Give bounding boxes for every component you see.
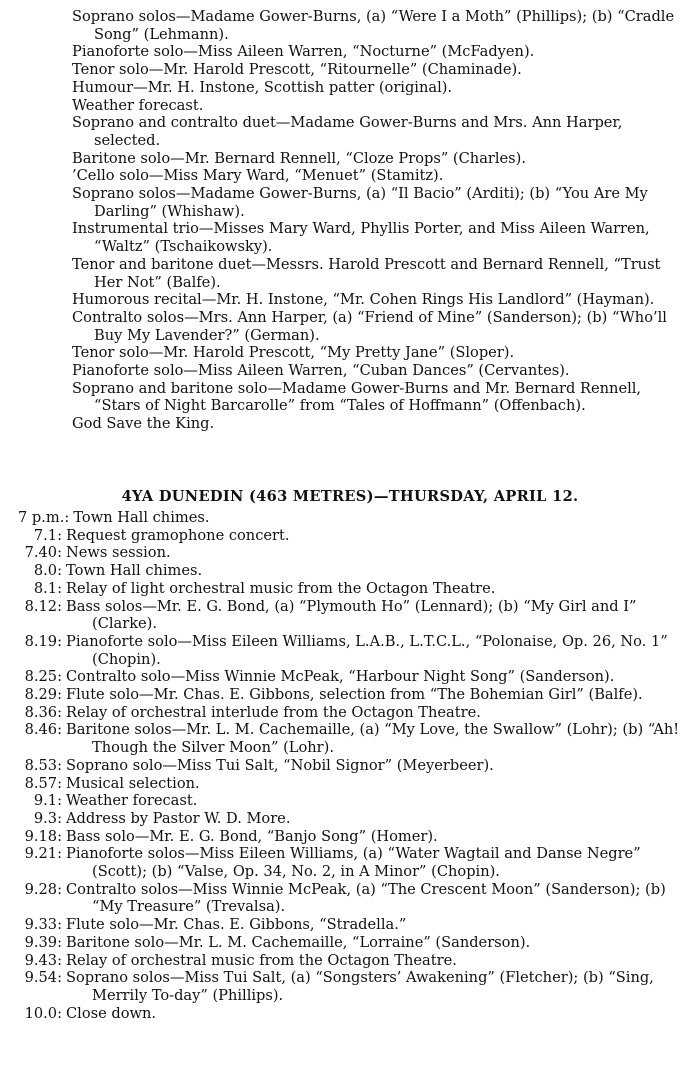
programme-text: Pianoforte solos—Miss Eileen Williams, (a) “Water Wagtail and Danse Negre” (Scott); (b) “Valse, Op. 34, No. 2, in A Minor” (Chopin). (66, 845, 641, 881)
programme-time: 9.1: (33, 792, 62, 810)
programme-time: 8.1: (33, 579, 62, 597)
programme-text: Relay of orchestral music from the Octagon Theatre. (66, 951, 457, 969)
programme-text: Contralto solos—Miss Winnie McPeak, (a) “The Crescent Moon” (Sanderson); (b) “My Treasure” (Trevalsa). (66, 880, 666, 916)
programme-row (0, 775, 695, 793)
programme-item: ’Cello solo—Miss Mary Ward, “Menuet” (Stamitz). (72, 167, 444, 185)
programme-time: 9.3: (33, 809, 62, 827)
programme-text: Contralto solo—Miss Winnie McPeak, “Harbour Night Song” (Sanderson). (66, 668, 615, 686)
programme-text: Address by Pastor W. D. More. (66, 809, 291, 827)
programme-time: 8.12: (24, 597, 62, 615)
programme-item: Weather forecast. (72, 96, 204, 114)
programme-row (0, 704, 695, 722)
programme-text: Soprano solos—Miss Tui Salt, (a) “Songsters’ Awakening” (Fletcher); (b) “Sing, Merrily To-day” (Phillips). (66, 969, 654, 1004)
programme-item: Humour—Mr. H. Instone, Scottish patter (original). (72, 78, 453, 96)
programme-row (0, 580, 695, 598)
programme-row (0, 633, 695, 668)
programme-row (0, 916, 695, 934)
programme-time: 8.53: (24, 756, 62, 774)
programme-text: Town Hall chimes. (66, 562, 203, 580)
programme-text: Relay of light orchestral music from the Octagon Theatre. (66, 579, 496, 597)
programme-time: 8.25: (24, 668, 62, 686)
programme-text: Baritone solos—Mr. L. M. Cachemaille, (a) “My Love, the Swallow” (Lohr); (b) “Ah! Though the Silver Moon” (Lohr). (66, 721, 680, 757)
programme-time: 7.1: (33, 526, 62, 544)
programme-row (0, 544, 695, 562)
programme-item: Tenor solo—Mr. Harold Prescott, “Ritournelle” (Chaminade). (72, 61, 522, 79)
programme-row (0, 757, 695, 775)
programme-item: Humorous recital—Mr. H. Instone, “Mr. Cohen Rings His Landlord” (Hayman). (72, 291, 655, 309)
programme-row (0, 562, 695, 580)
programme-text: Soprano solo—Miss Tui Salt, “Nobil Signor” (Meyerbeer). (66, 756, 494, 774)
programme-row (0, 969, 695, 1004)
programme-time: 9.21: (24, 845, 62, 863)
programme-text: Flute solo—Mr. Chas. E. Gibbons, “Stradella.” (66, 916, 407, 934)
programme-text: Bass solos—Mr. E. G. Bond, (a) “Plymouth Ho” (Lennard); (b) “My Girl and I” (Clarke). (66, 597, 637, 633)
programme-row (0, 934, 695, 952)
programme-text: Weather forecast. (66, 792, 198, 810)
programme-time: 9.39: (24, 933, 62, 951)
programme-time: 8.0: (33, 562, 62, 580)
station-programme (0, 509, 695, 1022)
programme-time: 9.33: (24, 916, 62, 934)
programme-item: Tenor and baritone duet—Messrs. Harold Prescott and Bernard Rennell, “Trust Her Not” (Balfe). (72, 255, 661, 291)
programme-time: 10.0: (24, 1004, 62, 1022)
programme-row (0, 792, 695, 810)
programme-item: Soprano and contralto duet—Madame Gower-Burns and Mrs. Ann Harper, selected. (72, 114, 623, 149)
programme-text: Baritone solo—Mr. L. M. Cachemaille, “Lorraine” (Sanderson). (66, 933, 531, 951)
programme-row (0, 952, 695, 970)
programme-item: Soprano and baritone solo—Madame Gower-Burns and Mr. Bernard Rennell, “Stars of Night Barcarolle” from “Tales of Hoffmann” (Offenbach). (72, 379, 642, 415)
programme-item: Contralto solos—Mrs. Ann Harper, (a) “Friend of Mine” (Sanderson); (b) “Who’ll Buy My Lavender?” (German). (72, 308, 667, 344)
programme-row (0, 686, 695, 704)
programme-time: 8.19: (24, 632, 62, 650)
programme-row (0, 1005, 695, 1023)
programme-row (0, 668, 695, 686)
programme-text: Request gramophone concert. (66, 526, 290, 544)
programme-time: 9.28: (24, 880, 62, 898)
programme-row (0, 527, 695, 545)
programme-continued (72, 8, 692, 433)
programme-text: Musical selection. (66, 774, 200, 792)
programme-row (0, 828, 695, 846)
programme-text: Flute solo—Mr. Chas. E. Gibbons, selection from “The Bohemian Girl” (Balfe). (66, 686, 643, 704)
programme-item: Tenor solo—Mr. Harold Prescott, “My Pretty Jane” (Sloper). (72, 344, 515, 362)
programme-row (0, 509, 695, 527)
programme-item: God Save the King. (72, 415, 215, 433)
programme-row (0, 881, 695, 916)
programme-time: 8.46: (24, 721, 62, 739)
programme-row (0, 598, 695, 633)
programme-row (0, 721, 695, 756)
programme-item: Soprano solos—Madame Gower-Burns, (a) “Il Bacio” (Arditi); (b) “You Are My Darling” (Whishaw). (72, 185, 648, 220)
programme-item: Instrumental trio—Misses Mary Ward, Phyllis Porter, and Miss Aileen Warren, “Waltz” (Tschaikowsky). (72, 220, 650, 256)
programme-text: Town Hall chimes. (73, 509, 210, 526)
programme-time: 7 p.m.: (18, 509, 70, 526)
programme-text: Bass solo—Mr. E. G. Bond, “Banjo Song” (Homer). (66, 827, 438, 845)
programme-text: News session. (66, 544, 171, 562)
programme-time: 9.54: (24, 969, 62, 987)
programme-row (0, 810, 695, 828)
station-heading: 4YA DUNEDIN (463 METRES)—THURSDAY, APRIL 12. (121, 488, 579, 505)
programme-text: Pianoforte solo—Miss Eileen Williams, L.A.B., L.T.C.L., “Polonaise, Op. 26, No. 1” (Chopin). (66, 632, 668, 668)
programme-text: Close down. (66, 1004, 157, 1022)
programme-item: Soprano solos—Madame Gower-Burns, (a) “Were I a Moth” (Phillips); (b) “Cradle Song” (Lehmann). (72, 8, 675, 43)
programme-time: 8.29: (24, 686, 62, 704)
programme-item: Baritone solo—Mr. Bernard Rennell, “Cloze Props” (Charles). (72, 149, 526, 167)
programme-time: 8.57: (24, 774, 62, 792)
programme-text: Relay of orchestral interlude from the Octagon Theatre. (66, 703, 481, 721)
programme-item: Pianoforte solo—Miss Aileen Warren, “Nocturne” (McFadyen). (72, 43, 535, 61)
programme-time: 8.36: (24, 703, 62, 721)
programme-item: Pianoforte solo—Miss Aileen Warren, “Cuban Dances” (Cervantes). (72, 362, 570, 380)
programme-time: 9.43: (24, 951, 62, 969)
programme-time: 9.18: (24, 827, 62, 845)
programme-row (0, 845, 695, 880)
programme-time: 7.40: (24, 544, 62, 562)
